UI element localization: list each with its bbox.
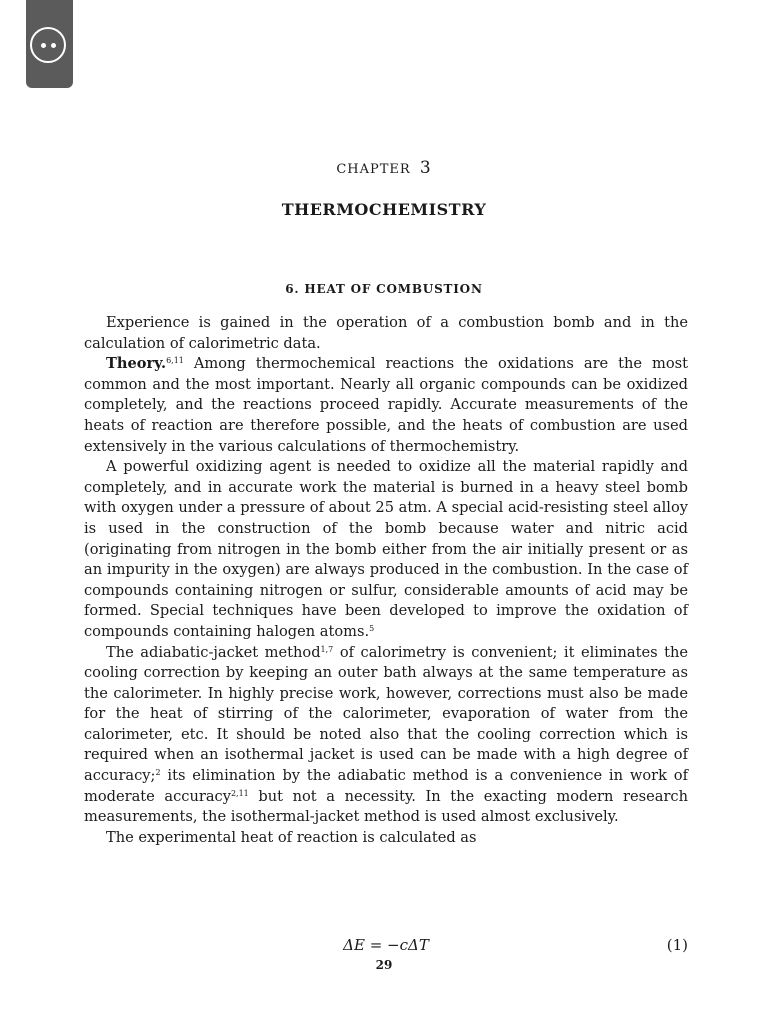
page-number: 29 <box>375 958 393 972</box>
paragraph <box>84 643 688 828</box>
paragraph <box>84 828 688 849</box>
chapter-number: 3 <box>419 158 432 178</box>
reference-superscript: 2 <box>155 768 161 778</box>
reference-superscript: 2,11 <box>230 788 249 798</box>
reference-superscript: 1,7 <box>320 644 334 654</box>
body-text <box>84 313 688 848</box>
viewer-menu-tab[interactable] <box>26 0 73 88</box>
equation <box>84 936 688 958</box>
chapter-heading <box>0 158 768 178</box>
equation-expression: ΔE = −cΔT <box>343 936 429 954</box>
paragraph-text: but not a necessity. In the exacting modern research measurements, the isothermal-jacket method is used almost exclusively. <box>84 787 689 826</box>
paragraph-text: Among thermochemical reactions the oxidations are the most common and the most important. Nearly all organic compounds can be oxidized completely, and the reactions proceed rapidly. Accurate measurements of the heats of reaction are therefore possible, and the heats of combustion are used extensively in the various calculations of thermochemistry. <box>84 355 688 455</box>
paragraph-text: The adiabatic-jacket method <box>106 643 321 661</box>
paragraph <box>84 354 688 457</box>
section-heading: 6. HEAT OF COMBUSTION <box>285 282 483 296</box>
paragraph-text: of calorimetry is convenient; it eliminates the cooling correction by keeping an outer bath always at the same temperature as the calorimeter. In highly precise work, however, corrections must also be made for the heat of stirring of the calorimeter, evaporation of water from the calorimeter, etc. It should be noted also that the cooling correction which is required when an isothermal jacket is used can be made with a high degree of accuracy; <box>84 643 688 785</box>
equation-number: (1) <box>666 936 688 954</box>
paragraph-text: A powerful oxidizing agent is needed to oxidize all the material rapidly and completely, and in accurate work the material is burned in a heavy steel bomb with oxygen under a pressure of about 25 atm. A special acid-resisting steel alloy is used in the construction of the bomb because water and nitric acid (originating from nitrogen in the bomb either from the air initially present or as an impurity in the oxygen) are always produced in the combustion. In the case of compounds containing nitrogen or sulfur, considerable amounts of acid may be formed. Special techniques have been developed to improve the oxidation of compounds containing halogen atoms. <box>84 458 688 640</box>
paragraph-text: Experience is gained in the operation of a combustion bomb and in the calculation of calorimetric data. <box>84 314 688 352</box>
paragraph-text: its elimination by the adiabatic method is a convenience in work of moderate accuracy <box>84 767 688 805</box>
paragraph-lead: Theory. <box>106 355 167 373</box>
more-dots-icon[interactable] <box>30 27 66 63</box>
reference-superscript: 6,11 <box>166 356 184 366</box>
reference-superscript: 5 <box>369 623 375 633</box>
paragraph <box>84 457 688 642</box>
paragraph-text: The experimental heat of reaction is calculated as <box>106 828 477 846</box>
chapter-title: THERMOCHEMISTRY <box>281 200 487 219</box>
paragraph <box>84 313 688 354</box>
chapter-label: CHAPTER <box>336 162 411 177</box>
